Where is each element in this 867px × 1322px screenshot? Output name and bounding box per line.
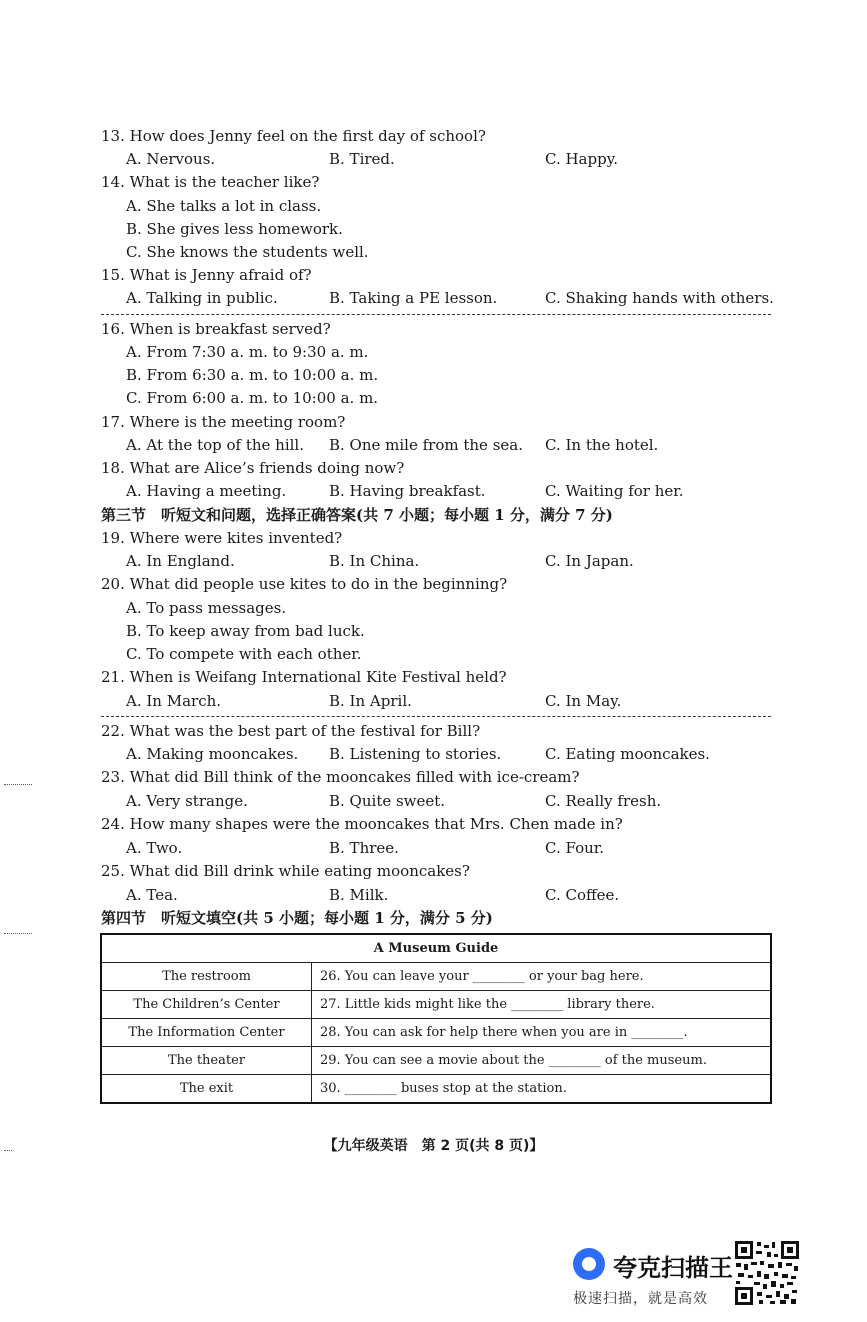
task-cell: 27. Little kids might like the ________ library there. — [312, 991, 772, 1019]
table-row — [101, 991, 771, 1019]
option-20a: A. To pass messages. — [126, 599, 287, 617]
option-24c: C. Four. — [545, 839, 605, 857]
option-23c: C. Really fresh. — [545, 792, 662, 810]
option-21b: B. In April. — [329, 692, 412, 710]
option-25c: C. Coffee. — [545, 886, 620, 904]
question-14: 14. What is the teacher like? — [101, 173, 320, 191]
question-24: 24. How many shapes were the mooncakes that Mrs. Chen made in? — [101, 815, 623, 833]
question-20: 20. What did people use kites to do in the beginning? — [101, 575, 508, 593]
page-footer: 【九年级英语 第 2 页(共 8 页)】 — [323, 1138, 544, 1154]
brand-name: 夸克扫描王 — [613, 1254, 733, 1282]
margin-mark — [4, 933, 32, 934]
option-17c: C. In the hotel. — [545, 436, 659, 454]
place-cell: The theater — [101, 1047, 312, 1075]
option-16a: A. From 7:30 a. m. to 9:30 a. m. — [126, 343, 369, 361]
option-17b: B. One mile from the sea. — [329, 436, 523, 454]
option-13c: C. Happy. — [545, 150, 618, 168]
place-cell: The Information Center — [101, 1019, 312, 1047]
museum-guide-table — [100, 933, 772, 1104]
task-cell: 26. You can leave your ________ or your bag here. — [312, 963, 772, 991]
option-22a: A. Making mooncakes. — [126, 745, 299, 763]
table-row — [101, 1075, 771, 1104]
option-18c: C. Waiting for her. — [545, 482, 684, 500]
question-23: 23. What did Bill think of the mooncakes filled with ice-cream? — [101, 768, 580, 786]
option-14a: A. She talks a lot in class. — [126, 197, 322, 215]
place-cell: The restroom — [101, 963, 312, 991]
option-21c: C. In May. — [545, 692, 622, 710]
question-13: 13. How does Jenny feel on the first day of school? — [101, 127, 486, 145]
option-25a: A. Tea. — [126, 886, 178, 904]
option-22b: B. Listening to stories. — [329, 745, 502, 763]
option-22c: C. Eating mooncakes. — [545, 745, 710, 763]
option-16c: C. From 6:00 a. m. to 10:00 a. m. — [126, 389, 379, 407]
task-cell: 29. You can see a movie about the ________ of the museum. — [312, 1047, 772, 1075]
qr-code-icon — [734, 1240, 800, 1306]
task-cell: 30. ________ buses stop at the station. — [312, 1075, 772, 1104]
option-21a: A. In March. — [126, 692, 222, 710]
option-15a: A. Talking in public. — [126, 289, 278, 307]
option-19a: A. In England. — [126, 552, 235, 570]
question-18: 18. What are Alice’s friends doing now? — [101, 459, 405, 477]
option-16b: B. From 6:30 a. m. to 10:00 a. m. — [126, 366, 379, 384]
option-24b: B. Three. — [329, 839, 399, 857]
question-17: 17. Where is the meeting room? — [101, 413, 346, 431]
question-21: 21. When is Weifang International Kite Festival held? — [101, 668, 507, 686]
option-17a: A. At the top of the hill. — [126, 436, 305, 454]
divider — [101, 314, 771, 315]
option-14c: C. She knows the students well. — [126, 243, 369, 261]
place-cell: The Children’s Center — [101, 991, 312, 1019]
question-25: 25. What did Bill drink while eating mooncakes? — [101, 862, 470, 880]
option-23a: A. Very strange. — [126, 792, 248, 810]
table-header-row — [101, 934, 771, 963]
table-row — [101, 963, 771, 991]
brand-slogan: 极速扫描，就是高效 — [573, 1291, 708, 1307]
divider — [101, 716, 771, 717]
option-23b: B. Quite sweet. — [329, 792, 446, 810]
section-3-heading: 第三节 听短文和问题，选择正确答案(共 7 小题；每小题 1 分，满分 7 分) — [101, 506, 613, 524]
table-row — [101, 1019, 771, 1047]
question-16: 16. When is breakfast served? — [101, 320, 331, 338]
question-19: 19. Where were kites invented? — [101, 529, 343, 547]
option-15b: B. Taking a PE lesson. — [329, 289, 498, 307]
table-title: A Museum Guide — [101, 934, 771, 963]
option-18a: A. Having a meeting. — [126, 482, 287, 500]
margin-mark — [4, 784, 32, 785]
option-13a: A. Nervous. — [126, 150, 216, 168]
question-22: 22. What was the best part of the festival for Bill? — [101, 722, 481, 740]
section-4-heading: 第四节 听短文填空(共 5 小题；每小题 1 分，满分 5 分) — [101, 909, 493, 927]
table-row — [101, 1047, 771, 1075]
place-cell: The exit — [101, 1075, 312, 1104]
option-25b: B. Milk. — [329, 886, 389, 904]
question-15: 15. What is Jenny afraid of? — [101, 266, 312, 284]
option-18b: B. Having breakfast. — [329, 482, 486, 500]
option-15c: C. Shaking hands with others. — [545, 289, 774, 307]
option-20b: B. To keep away from bad luck. — [126, 622, 365, 640]
option-19c: C. In Japan. — [545, 552, 634, 570]
option-13b: B. Tired. — [329, 150, 395, 168]
option-20c: C. To compete with each other. — [126, 645, 362, 663]
option-24a: A. Two. — [126, 839, 183, 857]
option-19b: B. In China. — [329, 552, 420, 570]
quark-logo-icon — [573, 1248, 605, 1280]
task-cell: 28. You can ask for help there when you are in ________. — [312, 1019, 772, 1047]
option-14b: B. She gives less homework. — [126, 220, 343, 238]
